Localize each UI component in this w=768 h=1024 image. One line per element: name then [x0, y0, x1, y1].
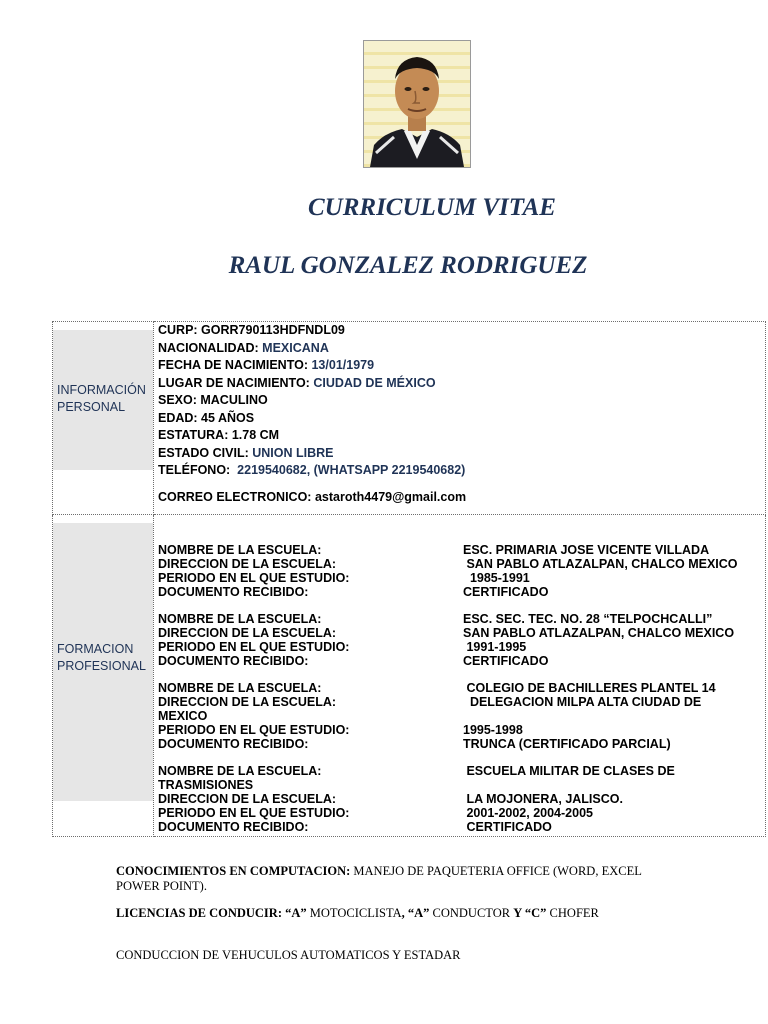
email-value: astaroth4479@gmail.com [314, 489, 467, 504]
school-name-label: NOMBRE DE LA ESCUELA: [158, 543, 322, 557]
phone-line [158, 462, 761, 480]
school-address-value: SAN PABLO ATLAZALPAN, CHALCO MEXICO [463, 626, 735, 640]
school-name-row [158, 612, 761, 626]
school-address-value: SAN PABLO ATLAZALPAN, CHALCO MEXICO [463, 557, 738, 571]
school-address-label: DIRECCION DE LA ESCUELA: [158, 695, 337, 709]
education-row [53, 515, 766, 837]
school-address-row [158, 792, 761, 806]
computer-skills-value: MANEJO DE PAQUETERIA OFFICE (WORD, EXCEL POWER POINT). [116, 864, 642, 893]
driving-skills: CONDUCCION DE VEHUCULOS AUTOMATICOS Y ESTADAR [116, 948, 461, 962]
age-line: EDAD: 45 AÑOS [158, 410, 255, 425]
personal-info-label-cell [53, 322, 154, 515]
school-name-value: COLEGIO DE BACHILLERES PLANTEL 14 [463, 681, 716, 695]
school-address-wrap: MEXICO [158, 709, 208, 723]
height-line: ESTATURA: 1.78 CM [158, 428, 280, 442]
license-text-1: MOTOCICLISTA [306, 906, 402, 920]
license-text-2: CONDUCTOR [429, 906, 514, 920]
school-entry [158, 612, 761, 668]
education-label-line1: FORMACION [57, 642, 134, 656]
personal-info-row [53, 322, 766, 515]
school-name-row [158, 764, 761, 778]
school-name-label: NOMBRE DE LA ESCUELA: [158, 681, 322, 695]
civil-status-label: ESTADO CIVIL: [158, 445, 249, 460]
school-name-wrap: TRASMISIONES [158, 778, 254, 792]
license-type-a1: “A” [282, 906, 307, 920]
school-document-label: DOCUMENTO RECIBIDO: [158, 585, 309, 599]
personal-label-line1: INFORMACIÓN [57, 383, 146, 397]
school-name-value: ESC. SEC. TEC. NO. 28 “TELPOCHCALLI” [463, 612, 713, 626]
school-period-value: 1991-1995 [463, 640, 527, 654]
school-period-value: 1985-1991 [463, 571, 530, 585]
sex-line: SEXO: MACULINO [158, 393, 268, 407]
school-document-value: CERTIFICADO [463, 585, 549, 599]
school-name-label: NOMBRE DE LA ESCUELA: [158, 764, 322, 778]
birthdate-label: FECHA DE NACIMIENTO: [158, 358, 308, 372]
profile-photo [363, 40, 471, 168]
school-document-label: DOCUMENTO RECIBIDO: [158, 820, 309, 834]
candidate-name: RAUL GONZALEZ RODRIGUEZ [228, 252, 588, 279]
education-label-line2: PROFESIONAL [57, 659, 146, 673]
school-entry [158, 764, 761, 834]
email-line [158, 489, 761, 515]
birthplace-label: LUGAR DE NACIMIENTO: [158, 375, 310, 390]
personal-info-label [53, 330, 153, 470]
computer-skills-label: CONOCIMIENTOS EN COMPUTACION: [116, 864, 351, 878]
civil-status-line [158, 445, 761, 463]
education-label [53, 523, 153, 801]
school-address-label: DIRECCION DE LA ESCUELA: [158, 557, 337, 571]
school-period-label: PERIODO EN EL QUE ESTUDIO: [158, 571, 350, 585]
school-name-value: ESC. PRIMARIA JOSE VICENTE VILLADA [463, 543, 710, 557]
school-period-row [158, 723, 761, 737]
license-type-a2: , “A” [401, 906, 430, 920]
driving-licenses [116, 906, 676, 921]
civil-status-value: UNION LIBRE [252, 445, 334, 460]
school-entry [158, 543, 761, 599]
school-document-row [158, 737, 761, 751]
school-address-row [158, 626, 761, 640]
school-document-label: DOCUMENTO RECIBIDO: [158, 737, 309, 751]
school-address-row [158, 557, 761, 571]
school-document-value: CERTIFICADO [463, 820, 552, 834]
phone-value: 2219540682, (WHATSAPP 2219540682) [237, 463, 466, 477]
school-document-label: DOCUMENTO RECIBIDO: [158, 654, 309, 668]
nationality-value: MEXICANA [262, 340, 329, 355]
school-period-row [158, 571, 761, 585]
school-address-label: DIRECCION DE LA ESCUELA: [158, 626, 337, 640]
school-period-value: 2001-2002, 2004-2005 [463, 806, 593, 820]
license-text-3: CHOFER [546, 906, 599, 920]
portrait-photo-icon [364, 41, 470, 167]
personal-info-content [154, 322, 766, 515]
computer-skills [116, 864, 676, 894]
education-label-cell [53, 515, 154, 837]
birthplace-value: CIUDAD DE MÉXICO [313, 375, 436, 390]
school-name-value: ESCUELA MILITAR DE CLASES DE [463, 764, 675, 778]
school-name-row [158, 681, 761, 695]
curp-line: CURP: GORR790113HDFNDL09 [158, 323, 345, 337]
school-address-value: DELEGACION MILPA ALTA CIUDAD DE [463, 695, 702, 709]
nationality-label: NACIONALIDAD: [158, 340, 259, 355]
license-type-c: Y “C” [513, 906, 547, 920]
school-period-value: 1995-1998 [463, 723, 523, 737]
phone-label: TELÉFONO: [158, 463, 231, 477]
cv-table [52, 321, 766, 837]
school-period-row [158, 806, 761, 820]
school-document-row [158, 820, 761, 834]
school-name-label: NOMBRE DE LA ESCUELA: [158, 612, 322, 626]
personal-label-line2: PERSONAL [57, 400, 126, 414]
school-address-label: DIRECCION DE LA ESCUELA: [158, 792, 337, 806]
school-document-row [158, 654, 761, 668]
school-document-value: CERTIFICADO [463, 654, 549, 668]
birthdate-value: 13/01/1979 [311, 358, 375, 372]
school-entry [158, 681, 761, 751]
email-label: CORREO ELECTRONICO: [158, 489, 312, 504]
school-period-label: PERIODO EN EL QUE ESTUDIO: [158, 640, 350, 654]
birthplace-line [158, 375, 761, 393]
school-period-row [158, 640, 761, 654]
document-title: CURRICULUM VITAE [308, 194, 556, 221]
school-address-value: LA MOJONERA, JALISCO. [463, 792, 623, 806]
licenses-label: LICENCIAS DE CONDUCIR: [116, 906, 282, 920]
school-address-row [158, 695, 761, 709]
school-document-row [158, 585, 761, 599]
nationality-line [158, 340, 761, 358]
education-content [154, 515, 766, 837]
school-period-label: PERIODO EN EL QUE ESTUDIO: [158, 723, 350, 737]
birthdate-line [158, 357, 761, 375]
school-period-label: PERIODO EN EL QUE ESTUDIO: [158, 806, 350, 820]
school-name-row [158, 543, 761, 557]
school-document-value: TRUNCA (CERTIFICADO PARCIAL) [463, 737, 671, 751]
